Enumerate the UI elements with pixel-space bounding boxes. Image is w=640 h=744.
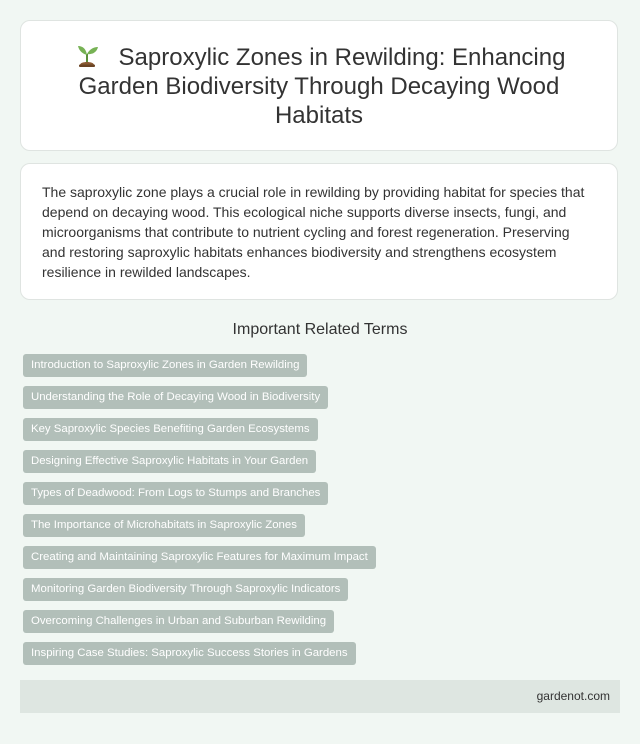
intro-paragraph: The saproxylic zone plays a crucial role in rewilding by providing habitat for species that depend on decaying wood. This ecological niche supports diverse insects, fungi, and microorganisms that contribute to nutrient cycling and forest regeneration. Preserving and restoring saproxylic habitats enhances biodiversity and strengthens ecosystem resilience in rewilded landscapes. [42,184,585,280]
page-title-text: Saproxylic Zones in Rewilding: Enhancing Garden Biodiversity Through Decaying Wood Habitats [78,44,566,129]
page-title [61,41,577,130]
footer [20,680,620,713]
term-tag[interactable]: Monitoring Garden Biodiversity Through Saproxylic Indicators [23,578,348,601]
intro-card [20,163,618,300]
term-tag[interactable]: Creating and Maintaining Saproxylic Features for Maximum Impact [23,546,376,569]
term-tag[interactable]: Types of Deadwood: From Logs to Stumps and Branches [23,482,328,505]
term-tag[interactable]: Designing Effective Saproxylic Habitats in Your Garden [23,450,316,473]
term-tag[interactable]: The Importance of Microhabitats in Saproxylic Zones [23,514,305,537]
sprout-icon [73,41,101,69]
term-tag[interactable]: Overcoming Challenges in Urban and Suburban Rewilding [23,610,334,633]
related-terms-heading: Important Related Terms [232,321,408,338]
site-name[interactable]: gardenot.com [536,689,610,703]
term-tag[interactable]: Inspiring Case Studies: Saproxylic Success Stories in Gardens [23,642,356,665]
term-tag[interactable]: Understanding the Role of Decaying Wood in Biodiversity [23,386,328,409]
related-terms-list [23,354,618,674]
term-tag[interactable]: Key Saproxylic Species Benefiting Garden Ecosystems [23,418,318,441]
title-card [20,20,618,151]
term-tag[interactable]: Introduction to Saproxylic Zones in Garden Rewilding [23,354,307,377]
